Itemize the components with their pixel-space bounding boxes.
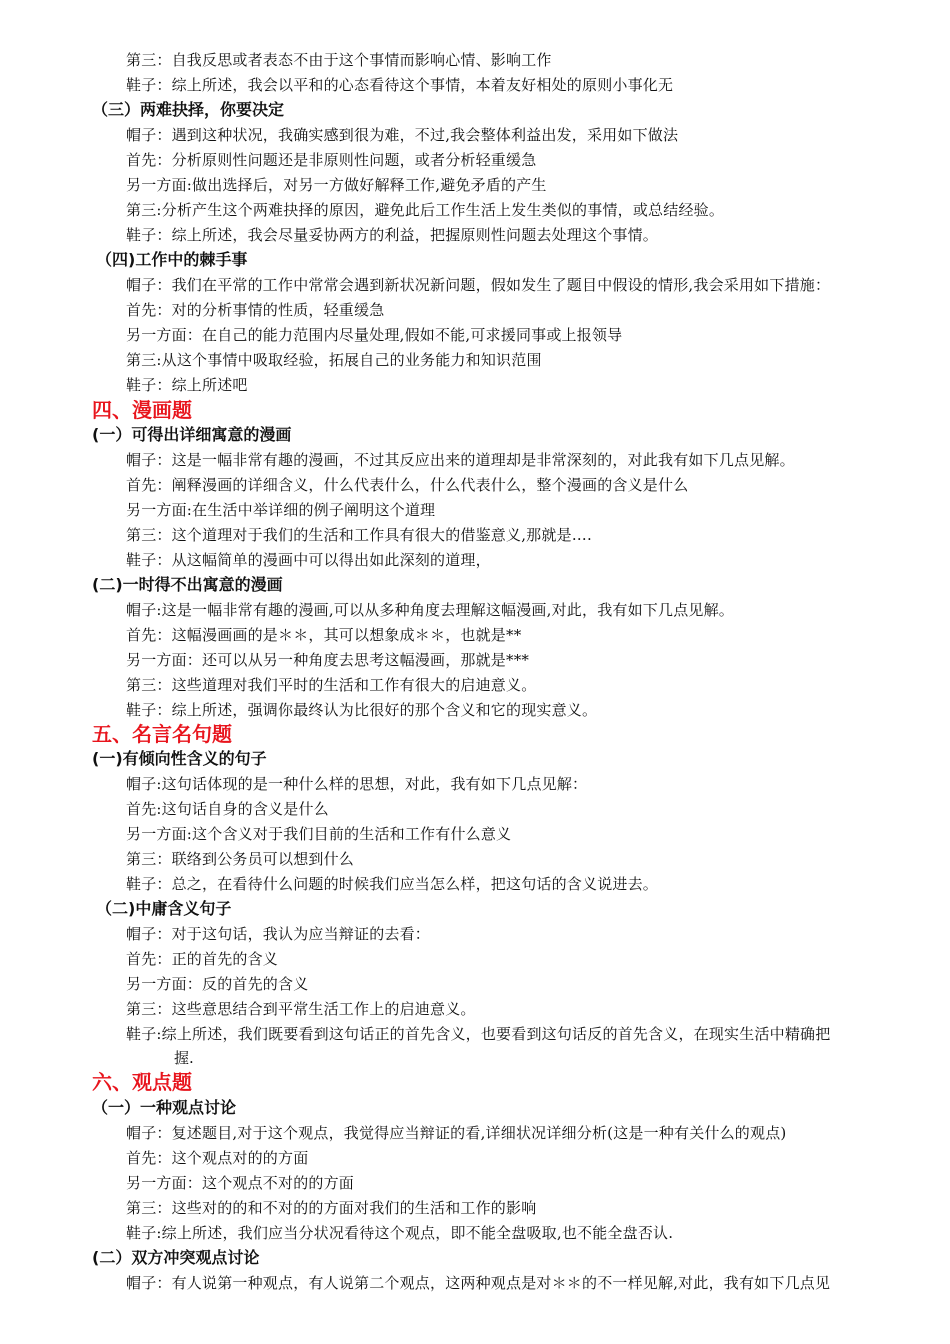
point-third: 第三:从这个事情中吸取经验，拓展自己的业务能力和知识范围 — [126, 351, 542, 369]
point-second: 另一方面：在自己的能力范围内尽量处理,假如不能,可求援同事或上报领导 — [126, 326, 623, 344]
point-second: 另一方面:做出选择后，对另一方做好解释工作,避免矛盾的产生 — [126, 176, 547, 194]
point-first: 首先：分析原则性问题还是非原则性问题，或者分析轻重缓急 — [126, 151, 537, 169]
subsection-heading: （一）一种观点讨论 — [92, 1098, 237, 1117]
point-conclusion: 鞋子：总之，在看待什么问题的时候我们应当怎么样，把这句话的含义说进去。 — [126, 875, 659, 893]
point-first: 首先：这幅漫画画的是＊＊，其可以想象成＊＊，也就是** — [126, 626, 522, 644]
subsection-heading: (一)有倾向性含义的句子 — [92, 749, 267, 768]
point-second: 另一方面：还可以从另一种角度去思考这幅漫画，那就是*** — [126, 651, 530, 669]
point-opening: 帽子：复述题目,对于这个观点，我觉得应当辩证的看,详细状况详细分析(这是一种有关什么的观点) — [126, 1124, 787, 1142]
point-conclusion: 鞋子：从这幅简单的漫画中可以得出如此深刻的道理， — [126, 551, 491, 569]
point-first: 首先：对的分析事情的性质，轻重缓急 — [126, 301, 385, 319]
point-conclusion: 鞋子:综上所述，我们既要看到这句话正的首先含义，也要看到这句话反的首先含义，在现实生活中精确把 — [126, 1025, 831, 1043]
point-opening: 帽子:这是一幅非常有趣的漫画,可以从多种角度去理解这幅漫画,对此，我有如下几点见解。 — [126, 601, 734, 619]
point-second: 另一方面：反的首先的含义 — [126, 975, 309, 993]
point-third: 第三：这个道理对于我们的生活和工作具有很大的借鉴意义,那就是…. — [126, 526, 592, 544]
point-conclusion: 鞋子:综上所述，我们应当分状况看待这个观点，即不能全盘吸取,也不能全盘否认. — [126, 1224, 674, 1242]
point-opening: 帽子：有人说第一种观点，有人说第二个观点，这两种观点是对＊＊的不一样见解,对此，我有如下几点见 — [126, 1274, 831, 1292]
point-conclusion: 鞋子：综上所述，我会以平和的心态看待这个事情，本着友好相处的原则小事化无 — [126, 76, 674, 94]
subsection-heading: (二）双方冲突观点讨论 — [92, 1248, 260, 1267]
section-heading: 四、漫画题 — [92, 398, 192, 422]
point-second: 另一方面:在生活中举详细的例子阐明这个道理 — [126, 501, 436, 519]
point-first: 首先：这个观点对的的方面 — [126, 1149, 309, 1167]
section-heading: 五、名言名句题 — [92, 722, 232, 746]
point-third: 第三：这些对的的和不对的的方面对我们的生活和工作的影响 — [126, 1199, 537, 1217]
point-opening: 帽子：这是一幅非常有趣的漫画，不过其反应出来的道理却是非常深刻的，对此我有如下几点见解。 — [126, 451, 795, 469]
point-third: 第三：这些道理对我们平时的生活和工作有很大的启迪意义。 — [126, 676, 537, 694]
point-third: 第三：自我反思或者表态不由于这个事情而影响心情、影响工作 — [126, 51, 552, 69]
subsection-heading: （三）两难抉择，你要决定 — [92, 100, 285, 119]
subsection-heading: （二)中庸含义句子 — [96, 899, 232, 918]
point-first: 首先:这句话自身的含义是什么 — [126, 800, 329, 818]
point-conclusion: 鞋子：综上所述，我会尽量妥协两方的利益，把握原则性问题去处理这个事情。 — [126, 226, 659, 244]
point-third: 第三：这些意思结合到平常生活工作上的启迪意义。 — [126, 1000, 476, 1018]
section-heading: 六、观点题 — [92, 1070, 192, 1094]
point-conclusion: 鞋子：综上所述，强调你最终认为比很好的那个含义和它的现实意义。 — [126, 701, 598, 719]
point-first: 首先：阐释漫画的详细含义，什么代表什么，什么代表什么，整个漫画的含义是什么 — [126, 476, 689, 494]
point-second: 另一方面:这个含义对于我们目前的生活和工作有什么意义 — [126, 825, 512, 843]
point-opening: 帽子：我们在平常的工作中常常会遇到新状况新问题，假如发生了题目中假设的情形,我会采用如下措施： — [126, 276, 831, 294]
point-third: 第三：联络到公务员可以想到什么 — [126, 850, 355, 868]
point-second: 另一方面：这个观点不对的的方面 — [126, 1174, 355, 1192]
point-conclusion: 鞋子：综上所述吧 — [126, 376, 248, 394]
subsection-heading: (二)一时得不出寓意的漫画 — [92, 575, 283, 594]
subsection-heading: (一）可得出详细寓意的漫画 — [92, 425, 292, 444]
point-opening: 帽子：遇到这种状况，我确实感到很为难，不过,我会整体利益出发，采用如下做法 — [126, 126, 679, 144]
point-opening: 帽子：对于这句话，我认为应当辩证的去看： — [126, 925, 431, 943]
point-opening: 帽子:这句话体现的是一种什么样的思想，对此，我有如下几点见解： — [126, 775, 588, 793]
point-third: 第三:分析产生这个两难抉择的原因，避免此后工作生活上发生类似的事情，或总结经验。 — [126, 201, 725, 219]
point-first: 首先：正的首先的含义 — [126, 950, 279, 968]
point-continuation: 握. — [174, 1049, 194, 1067]
subsection-heading: （四)工作中的棘手事 — [96, 250, 248, 269]
